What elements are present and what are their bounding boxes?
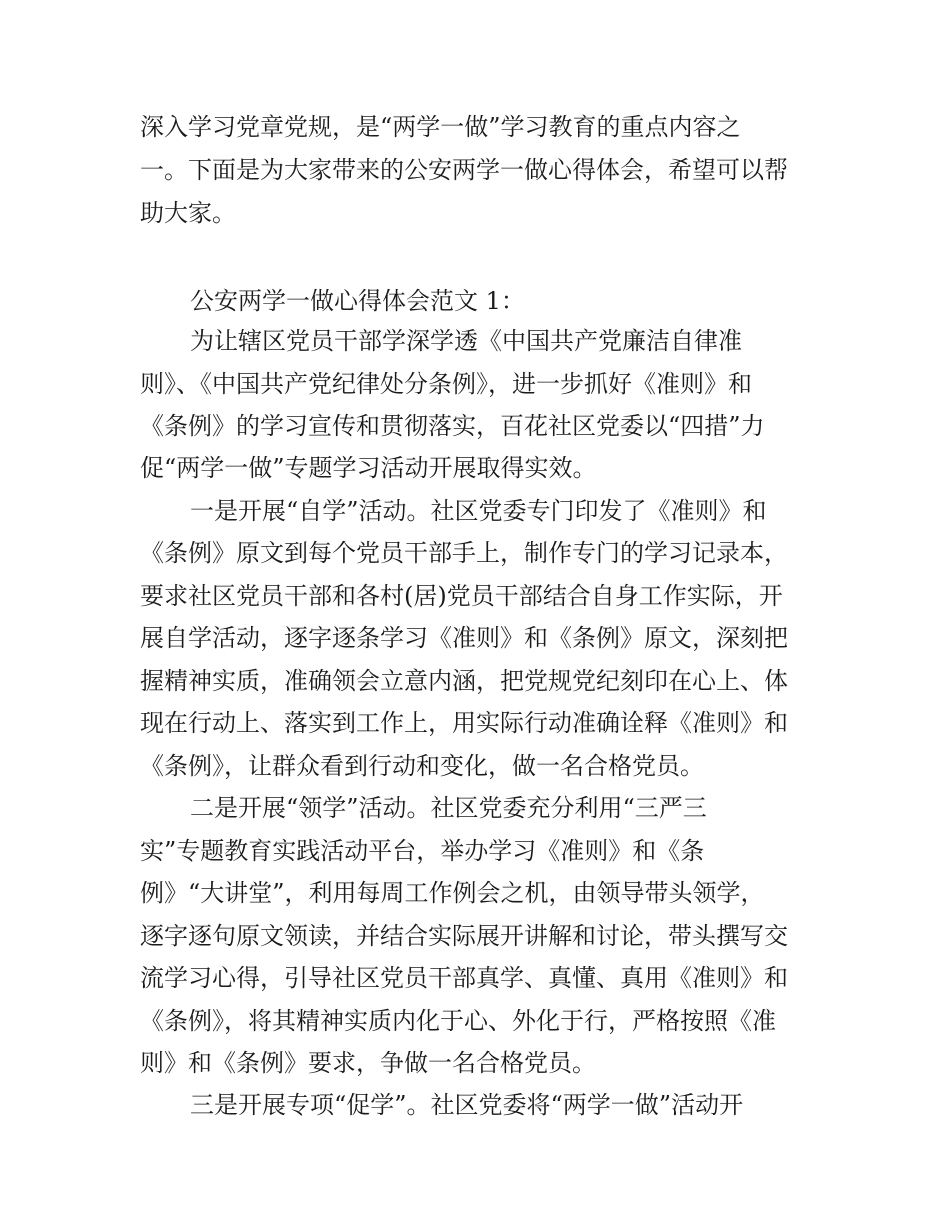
paragraph-3-line-2: 实”专题教育实践活动平台，举办学习《准则》和《条 <box>140 837 705 865</box>
paragraph-2-line-2: 《条例》原文到每个党员干部手上，制作专门的学习记录本， <box>140 539 788 567</box>
paragraph-3-line-5: 流学习心得，引导社区党员干部真学、真懂、真用《准则》和 <box>140 964 788 992</box>
section-title: 公安两学一做心得体会范文 1： <box>190 287 525 315</box>
intro-line-2: 一。下面是为大家带来的公安两学一做心得体会，希望可以帮 <box>140 156 788 184</box>
paragraph-1-line-1: 为让辖区党员干部学深学透《中国共产党廉洁自律准 <box>190 327 742 355</box>
paragraph-1-line-4: 促“两学一做”专题学习活动开展取得实效。 <box>140 454 597 482</box>
paragraph-2-line-5: 握精神实质，准确领会立意内涵，把党规党纪刻印在心上、体 <box>140 667 788 695</box>
paragraph-2-line-7: 《条例》，让群众看到行动和变化，做一名合格党员。 <box>140 752 704 780</box>
paragraph-2-line-1: 一是开展“自学”活动。社区党委专门印发了《准则》和 <box>190 497 767 525</box>
paragraph-2-line-4: 展自学活动，逐字逐条学习《准则》和《条例》原文，深刻把 <box>140 624 788 652</box>
intro-line-3: 助大家。 <box>140 199 236 227</box>
paragraph-4-line-1: 三是开展专项“促学”。社区党委将“两学一做”活动开 <box>190 1091 744 1119</box>
paragraph-1-line-3: 《条例》的学习宣传和贯彻落实，百花社区党委以“四措”力 <box>140 412 765 440</box>
paragraph-2-line-3: 要求社区党员干部和各村(居)党员干部结合自身工作实际，开 <box>140 582 783 610</box>
paragraph-3-line-4: 逐字逐句原文领读，并结合实际展开讲解和讨论，带头撰写交 <box>140 922 788 950</box>
paragraph-3-line-7: 则》和《条例》要求，争做一名合格党员。 <box>140 1049 596 1077</box>
intro-line-1: 深入学习党章党规，是“两学一做”学习教育的重点内容之 <box>140 113 741 141</box>
paragraph-3-line-3: 例》“大讲堂”，利用每周工作例会之机，由领导带头领学， <box>140 879 765 907</box>
paragraph-3-line-1: 二是开展“领学”活动。社区党委充分利用“三严三 <box>190 794 707 822</box>
paragraph-3-line-6: 《条例》，将其精神实质内化于心、外化于行，严格按照《准 <box>140 1007 776 1035</box>
paragraph-2-line-6: 现在行动上、落实到工作上，用实际行动准确诠释《准则》和 <box>140 709 788 737</box>
paragraph-1-line-2: 则》、《中国共产党纪律处分条例》，进一步抓好《准则》和 <box>140 370 752 398</box>
